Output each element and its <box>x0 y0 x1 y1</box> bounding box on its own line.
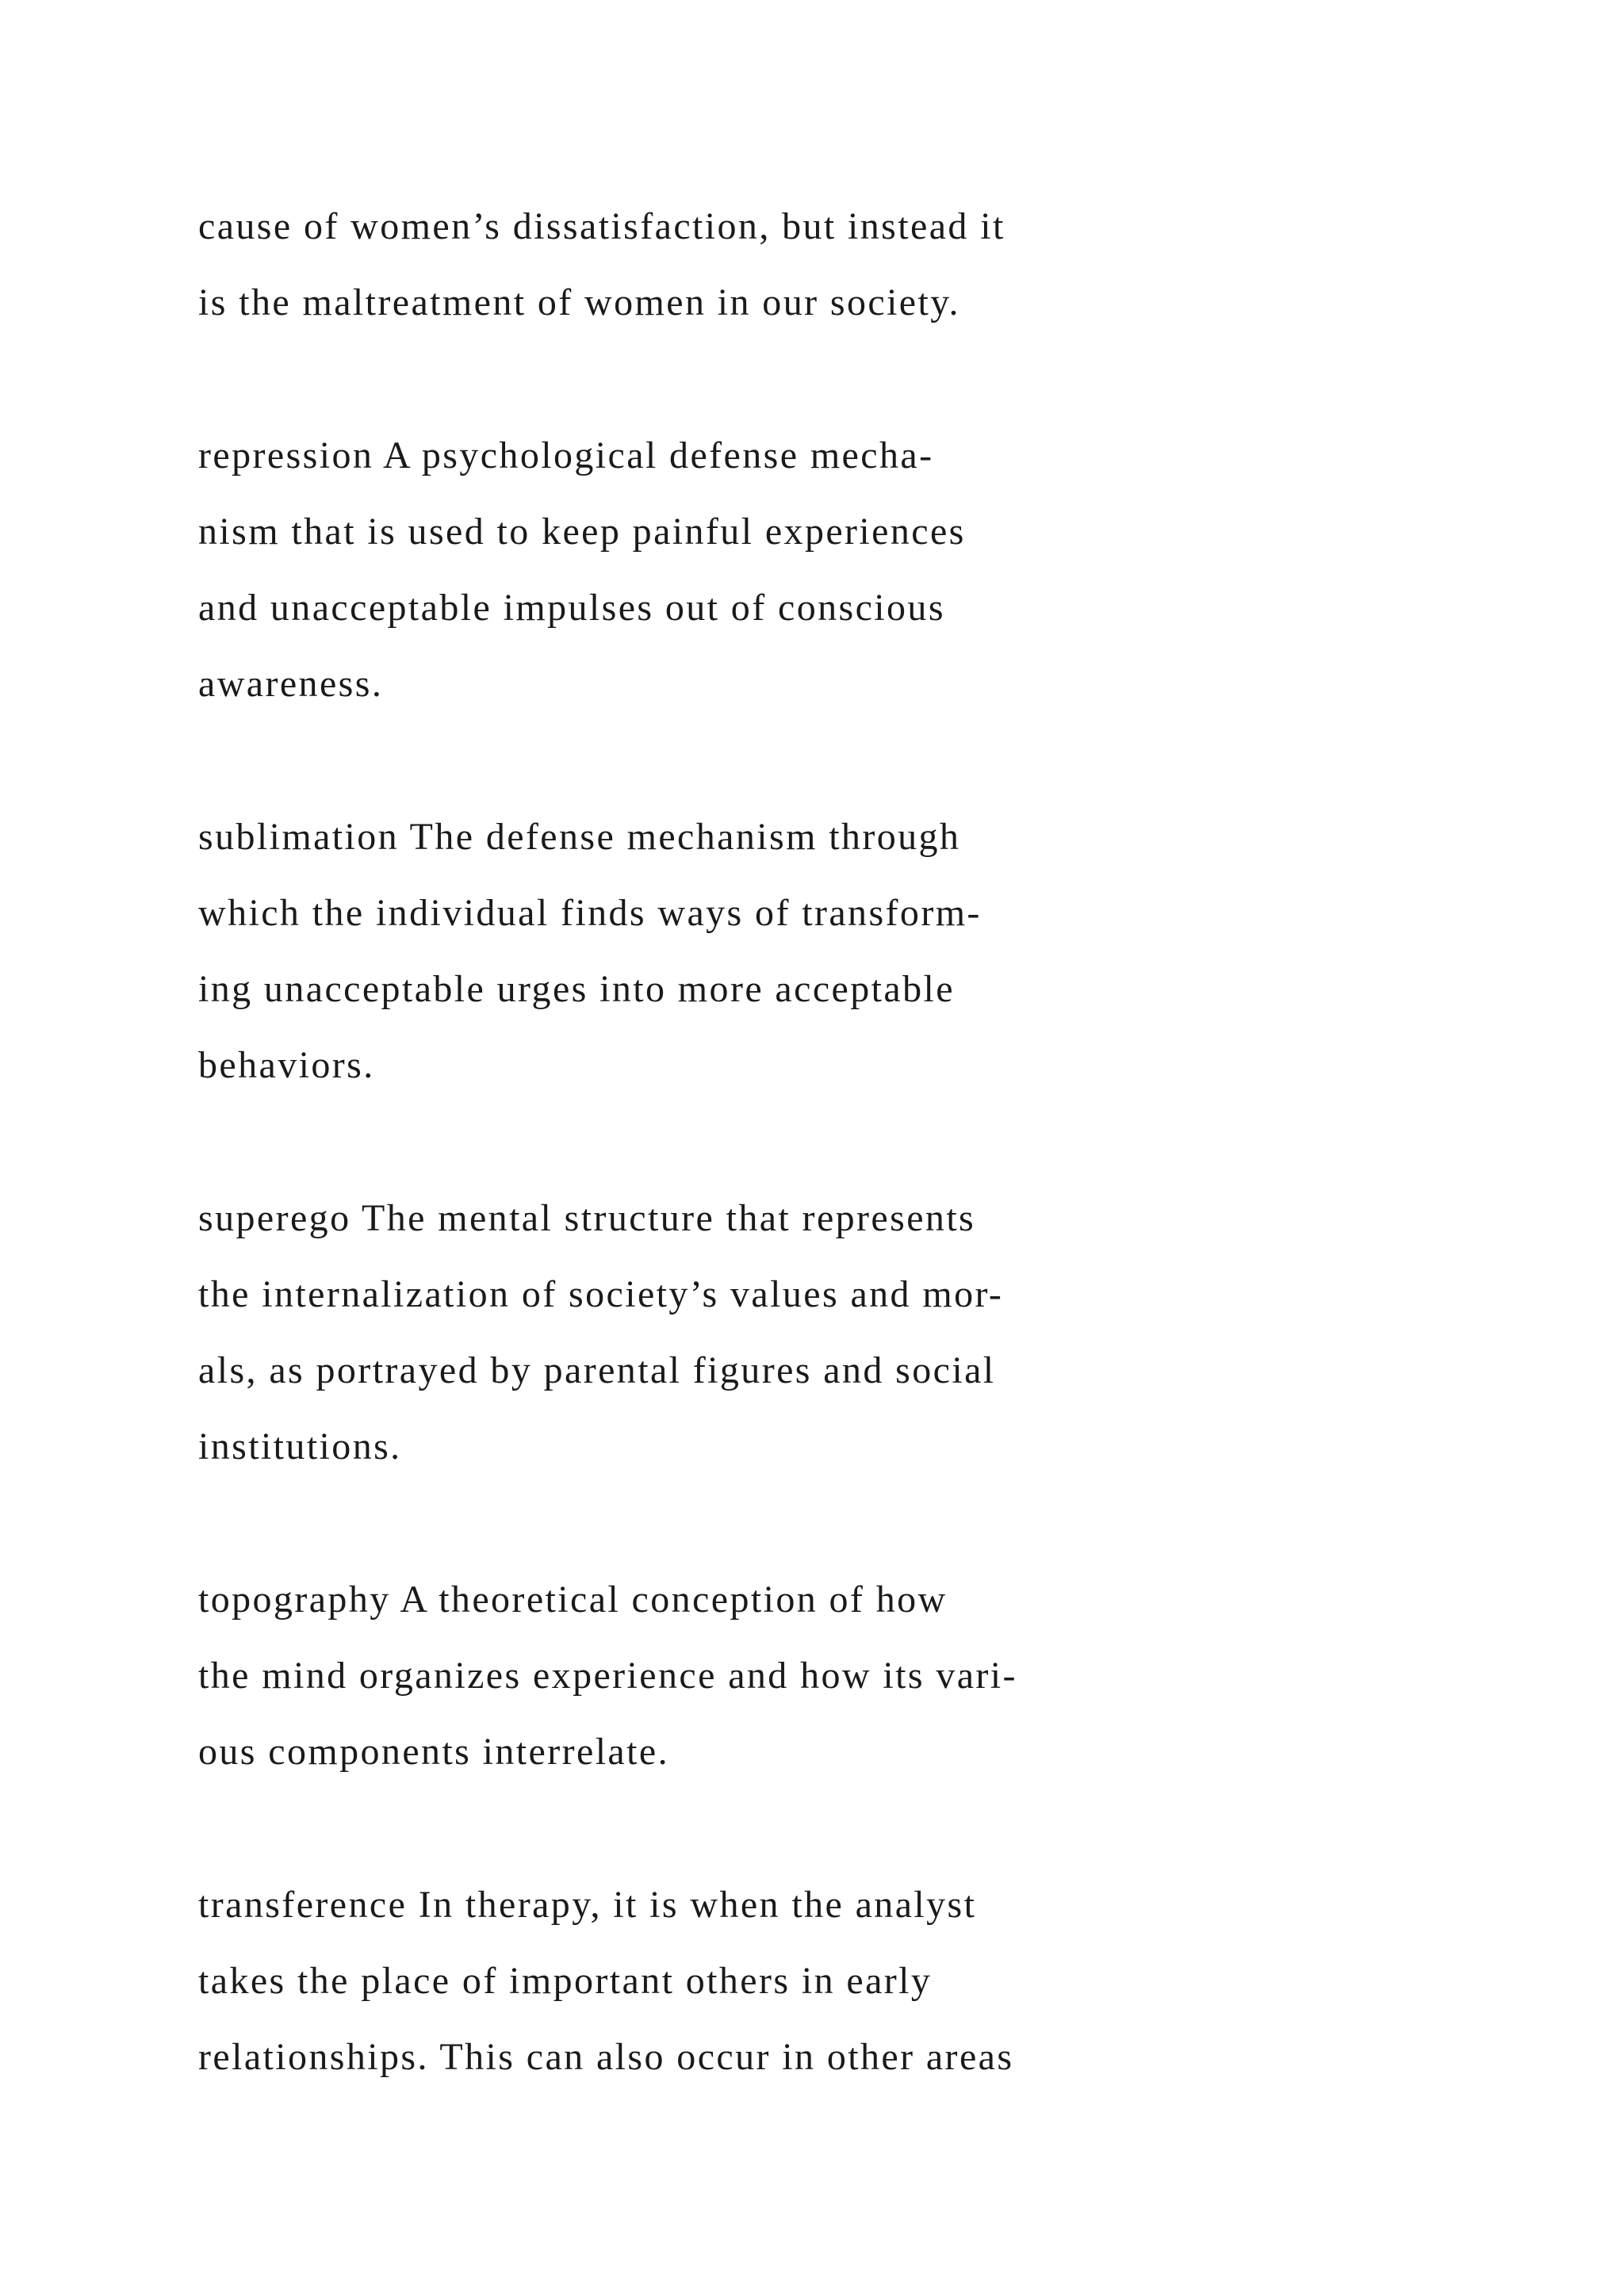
text-line: which the individual finds ways of transform- <box>198 892 982 934</box>
text-line: is the maltreatment of women in our society. <box>198 281 960 323</box>
text-line: superego The mental structure that represents <box>198 1197 976 1239</box>
text-line: awareness. <box>198 663 384 705</box>
glossary-entry-transference <box>198 1867 1388 2095</box>
text-line: nism that is used to keep painful experiences <box>198 511 966 553</box>
text-line: sublimation The defense mechanism through <box>198 816 961 858</box>
text-line: cause of women’s dissatisfaction, but instead it <box>198 205 1005 247</box>
text-line: and unacceptable impulses out of conscious <box>198 587 945 629</box>
text-line: relationships. This can also occur in other areas <box>198 2036 1014 2078</box>
text-line: takes the place of important others in early <box>198 1960 933 2002</box>
glossary-entry-superego <box>198 1181 1388 1485</box>
glossary-entry-sublimation <box>198 799 1388 1104</box>
paragraph-continuation <box>198 189 1388 341</box>
text-line: the mind organizes experience and how its vari- <box>198 1655 1017 1697</box>
text-line: ing unacceptable urges into more acceptable <box>198 968 955 1010</box>
glossary-entry-repression <box>198 418 1388 722</box>
text-line: behaviors. <box>198 1044 375 1086</box>
text-line: als, as portrayed by parental figures and social <box>198 1349 996 1391</box>
text-line: ous components interrelate. <box>198 1731 669 1773</box>
document-page <box>198 189 1388 2172</box>
text-line: topography A theoretical conception of how <box>198 1578 948 1621</box>
text-line: institutions. <box>198 1425 402 1468</box>
text-line: transference In therapy, it is when the analyst <box>198 1884 977 1926</box>
text-line: repression A psychological defense mecha- <box>198 434 934 476</box>
glossary-entry-topography <box>198 1562 1388 1790</box>
text-line: the internalization of society’s values and mor- <box>198 1273 1004 1315</box>
